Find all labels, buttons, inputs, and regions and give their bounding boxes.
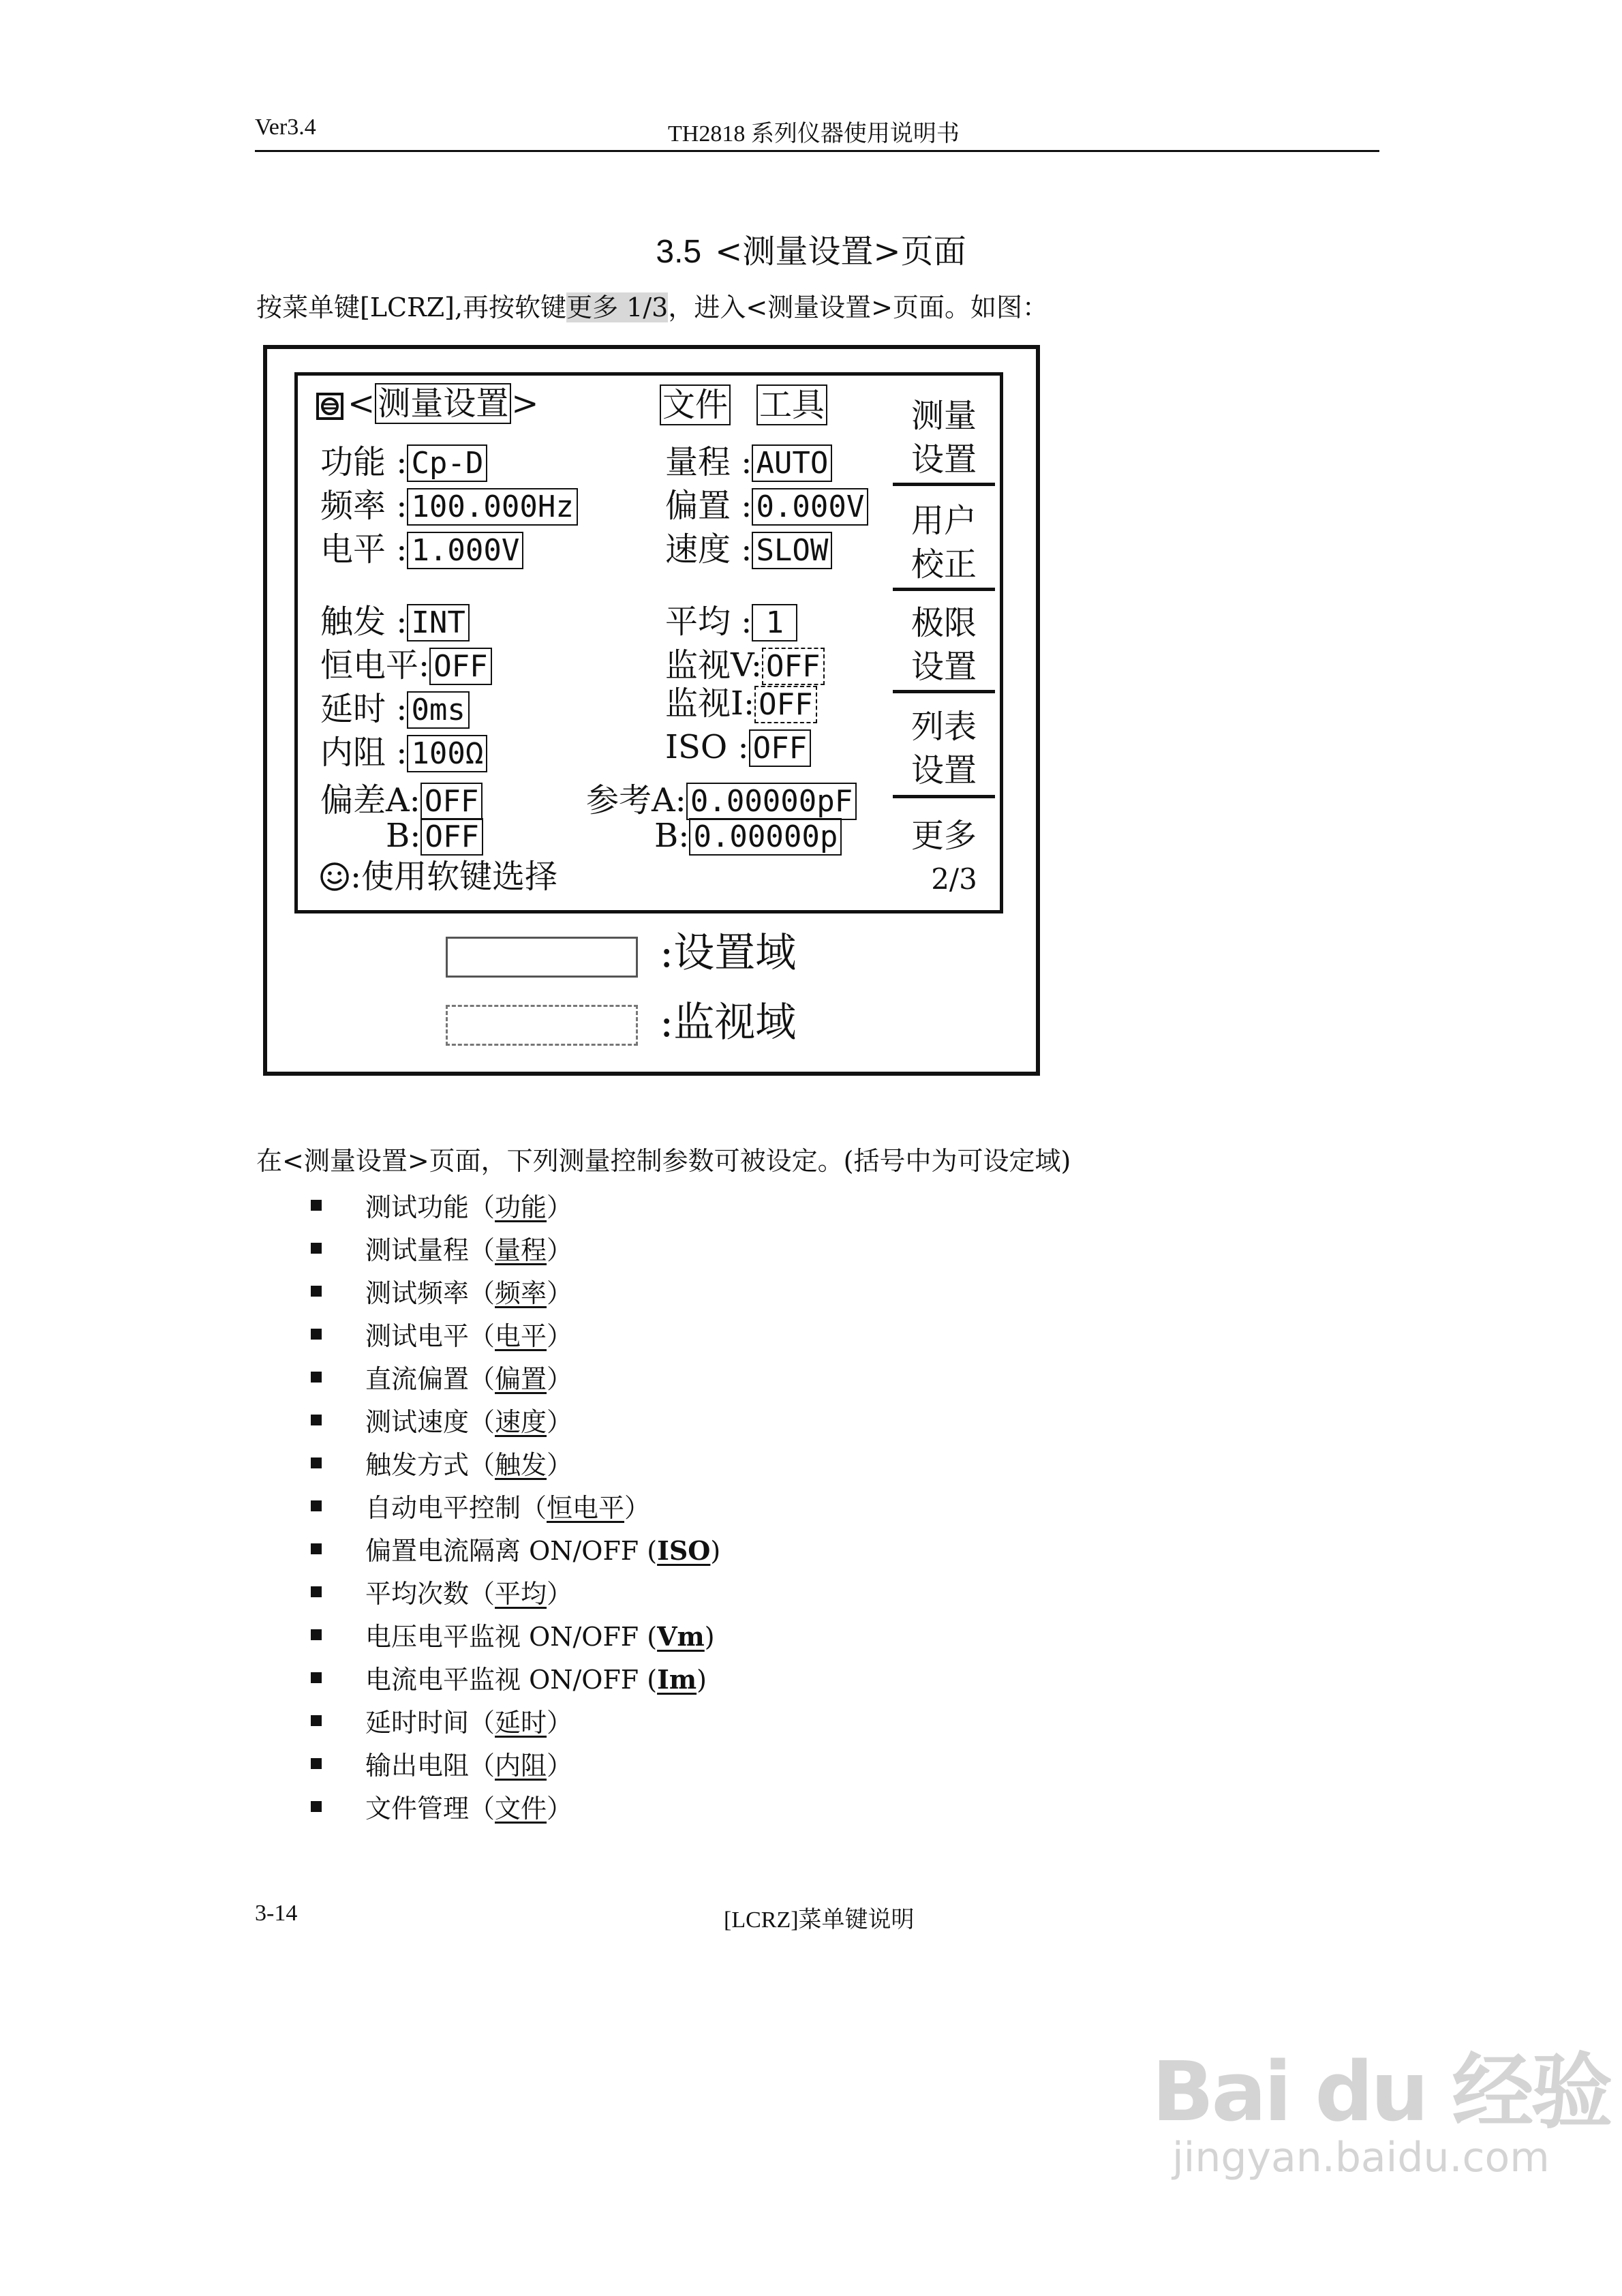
src-res-value[interactable]: 100Ω	[407, 735, 487, 772]
menu-icon	[316, 393, 343, 420]
watermark-brand: Bai du 经验	[1152, 2045, 1610, 2140]
softkey-measure-setup[interactable]: 测量 设置	[911, 397, 977, 479]
settable-field-name: 内阻	[495, 1751, 547, 1781]
bullet	[311, 1286, 322, 1297]
intro-paragraph	[256, 286, 1048, 324]
frequency-value[interactable]: 100.000Hz	[407, 488, 577, 526]
list-item: 平均次数（平均）	[365, 1579, 573, 1609]
list-item: 文件管理（文件）	[365, 1794, 573, 1824]
list-item: 电压电平监视 ON/OFF (Vm)	[365, 1621, 715, 1652]
settable-field-name: 功能	[495, 1192, 547, 1222]
softkey-user-correction[interactable]: 用户 校正	[911, 502, 977, 584]
bullet	[311, 1758, 322, 1769]
softkey-divider	[893, 588, 995, 591]
trigger-value[interactable]: INT	[407, 604, 469, 641]
watermark-url: jingyan.baidu.com	[1172, 2134, 1550, 2181]
footer-chapter: [LCRZ]菜单键说明	[724, 1907, 915, 1933]
intro-post: ，进入<测量设置>页面。如图：	[668, 292, 1048, 322]
dev-b-value[interactable]: OFF	[420, 818, 483, 856]
legend-setting-swatch	[446, 937, 638, 978]
dev-a-value[interactable]: OFF	[420, 783, 483, 820]
average-value[interactable]: 1	[752, 604, 797, 641]
list-item: 测试功能（功能）	[365, 1192, 573, 1222]
bullet	[311, 1543, 322, 1554]
list-item: 触发方式（触发）	[365, 1450, 573, 1480]
list-item: 延时时间（延时）	[365, 1708, 573, 1738]
field-delay: 延时 : 0ms	[320, 693, 470, 725]
bullet	[311, 1372, 322, 1383]
list-item: 偏置电流隔离 ON/OFF (ISO)	[365, 1535, 721, 1566]
field-ref-b: B: 0.00000p	[654, 819, 842, 852]
settable-field-name: 文件	[495, 1794, 547, 1824]
footer-page-number: 3-14	[255, 1901, 298, 1926]
list-item: 测试量程（量程）	[365, 1235, 573, 1265]
field-dev-a: 偏差A: OFF	[320, 784, 483, 817]
bullet	[311, 1243, 322, 1254]
im-value[interactable]: OFF	[754, 686, 816, 723]
settable-field-name: Im	[657, 1664, 697, 1695]
field-iso: ISO : OFF	[665, 731, 811, 764]
field-alc: 恒电平: OFF	[320, 649, 492, 682]
list-item: 电流电平监视 ON/OFF (Im)	[365, 1664, 707, 1695]
field-speed: 速度 : SLOW	[665, 533, 832, 566]
ref-b-value[interactable]: 0.00000p	[689, 818, 842, 856]
bias-value[interactable]: 0.000V	[752, 488, 868, 526]
ref-a-value[interactable]: 0.00000pF	[686, 783, 857, 820]
delay-value[interactable]: 0ms	[407, 691, 469, 729]
softkey-limit-setup[interactable]: 极限 设置	[911, 604, 977, 686]
field-function: 功能 : Cp-D	[320, 446, 487, 479]
list-item: 输出电阻（内阻）	[365, 1751, 573, 1781]
softkey-more[interactable]: 更多 2/3	[911, 817, 977, 896]
softkey-list-setup[interactable]: 列表 设置	[911, 708, 977, 789]
field-average: 平均 : 1	[665, 605, 797, 638]
alc-value[interactable]: OFF	[429, 648, 491, 685]
page-title[interactable]: 测量设置	[375, 383, 511, 424]
speed-value[interactable]: SLOW	[752, 532, 832, 569]
settable-field-name: 恒电平	[547, 1493, 625, 1523]
bullet	[311, 1801, 322, 1812]
list-item: 自动电平控制（恒电平）	[365, 1493, 651, 1523]
level-value[interactable]: 1.000V	[407, 532, 523, 569]
field-range: 量程 : AUTO	[665, 446, 832, 479]
settable-field-name: 延时	[495, 1708, 547, 1738]
settable-field-name: 触发	[495, 1450, 547, 1480]
intro-softkey-highlight: 更多 1/3	[566, 292, 669, 322]
bullet	[311, 1457, 322, 1468]
bullet	[311, 1629, 322, 1640]
softkey-divider	[893, 795, 995, 798]
field-trigger: 触发 : INT	[320, 605, 470, 638]
bullet	[311, 1415, 322, 1425]
legend-monitor-label: :监视域	[660, 999, 797, 1046]
list-item: 测试电平（电平）	[365, 1321, 573, 1351]
page-title-row: <测量设置>	[316, 387, 538, 420]
menu-file[interactable]: 文件	[660, 384, 731, 425]
header-rule	[255, 150, 1379, 152]
settable-field-name: 电平	[495, 1321, 547, 1351]
bullet	[311, 1715, 322, 1726]
field-ref-a: 参考A: 0.00000pF	[586, 784, 857, 817]
field-bias: 偏置 : 0.000V	[665, 489, 868, 522]
settable-field-name: 平均	[495, 1579, 547, 1609]
range-value[interactable]: AUTO	[752, 444, 832, 482]
header-title: TH2818 系列仪器使用说明书	[668, 121, 960, 147]
list-item: 直流偏置（偏置）	[365, 1364, 573, 1394]
settable-field-name: 量程	[495, 1235, 547, 1265]
legend-setting-label: :设置域	[660, 929, 797, 977]
bullet	[311, 1672, 322, 1683]
settable-field-name: Vm	[657, 1621, 705, 1652]
section-title	[0, 225, 1622, 272]
baidu-watermark	[1152, 2045, 1610, 2181]
header-version: Ver3.4	[255, 115, 316, 140]
settable-field-name: 频率	[495, 1278, 547, 1308]
list-item: 测试速度（速度）	[365, 1407, 573, 1437]
bullet	[311, 1200, 322, 1211]
bullet	[311, 1329, 322, 1340]
settable-field-name: 偏置	[495, 1364, 547, 1394]
intro-pre: 按菜单键[LCRZ],再按软键	[256, 292, 567, 322]
body-paragraph: 在<测量设置>页面，下列测量控制参数可被设定。(括号中为可设定域)	[256, 1146, 1071, 1176]
status-line: :使用软键选择	[319, 860, 557, 898]
softkey-divider	[893, 690, 995, 693]
field-vm: 监视V: OFF	[665, 649, 825, 682]
vm-value[interactable]: OFF	[762, 648, 824, 685]
iso-value[interactable]: OFF	[749, 729, 811, 767]
section-number: 3.5	[656, 234, 702, 270]
legend-monitor-swatch	[446, 1005, 638, 1046]
field-src-res: 内阻 : 100Ω	[320, 736, 487, 769]
section-title-text: <测量设置>页面	[715, 232, 966, 271]
softkey-divider	[893, 483, 995, 486]
settable-field-name: ISO	[657, 1535, 711, 1566]
field-level: 电平 : 1.000V	[320, 533, 523, 566]
field-im: 监视I: OFF	[665, 687, 817, 720]
field-frequency: 频率 : 100.000Hz	[320, 489, 578, 522]
bullet	[311, 1586, 322, 1597]
menu-tools[interactable]: 工具	[756, 384, 827, 425]
bullet	[311, 1500, 322, 1511]
function-value[interactable]: Cp-D	[407, 444, 487, 482]
smiley-icon	[319, 861, 350, 898]
list-item: 测试频率（频率）	[365, 1278, 573, 1308]
field-dev-b: B: OFF	[386, 819, 483, 852]
settable-field-name: 速度	[495, 1407, 547, 1437]
